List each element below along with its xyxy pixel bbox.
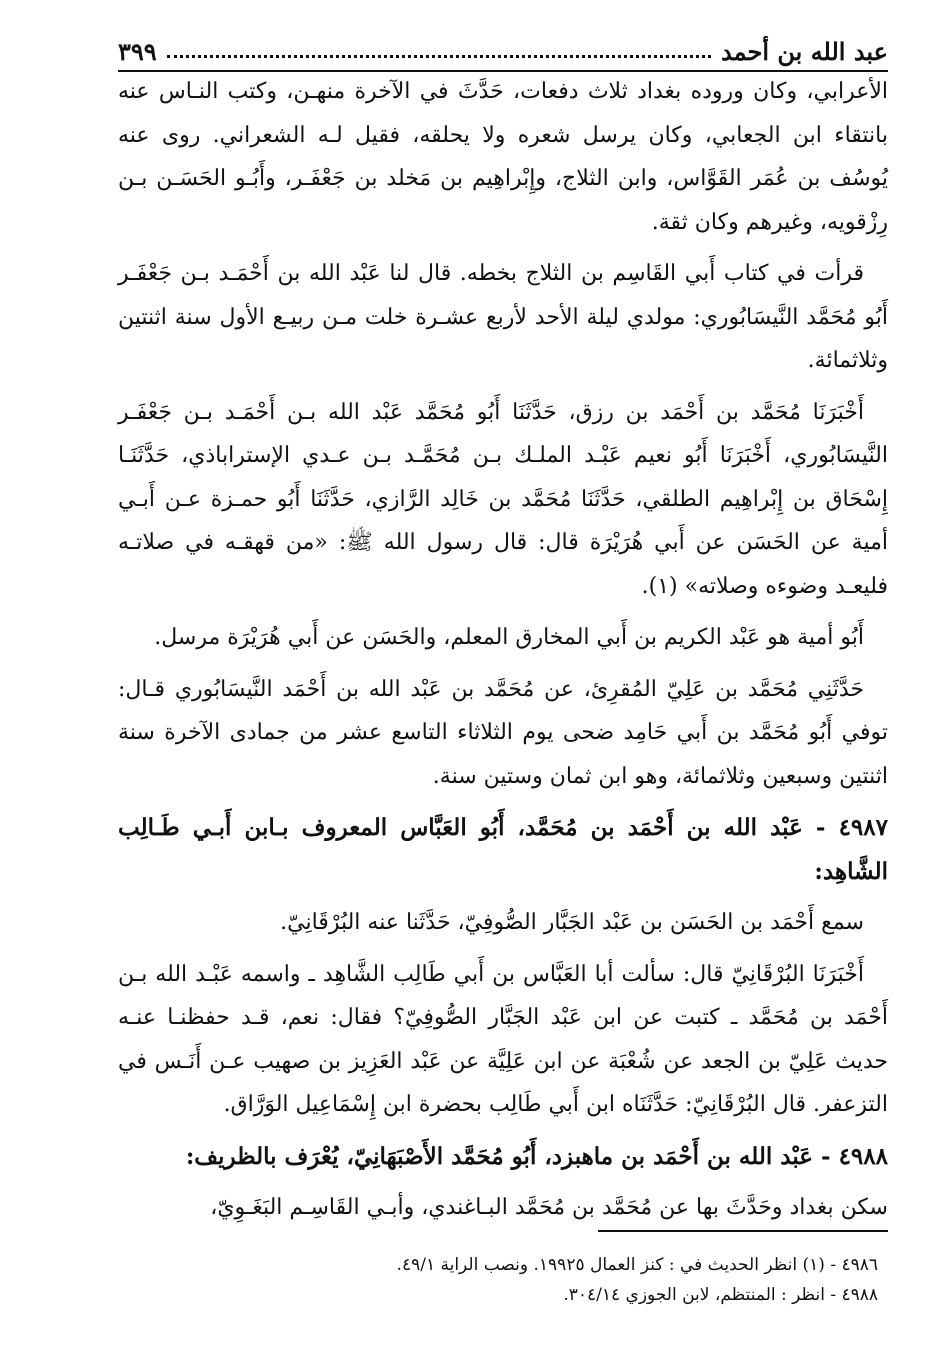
entry-heading: ٤٩٨٨ - عَبْد الله بن أَحْمَد بن ماهبزد، أَبُو مُحَمَّد الأَصْبَهَانِيّ، يُعْرَف بالظريف: [185, 1142, 888, 1170]
footnotes [118, 1250, 878, 1310]
running-header [118, 28, 888, 72]
paragraph: الأعرابي، وكان وروده بغداد ثلاث دفعات، حَدَّثَ في الآخرة منهـن، وكتب النـاس عنه بانتقاء ابن الجعابي، وكان يرسل شعره ولا يحلقه، فقيل لـه الشعراني. روى عنه يُوسُف بن عُمَر القَوَّاس، وابن الثلاج، وإِبْراهِيم بن مَخلد بن جَعْفَـر، وأَبُـو الحَسَـن بـن رِزْقويه، وغيرهم وكان ثقة. [118, 79, 888, 235]
paragraph: سمع أَحْمَد بن الحَسَن بن عَبْد الجَبَّار الصُّوفِيّ، حَدَّثَنا عنه البُرْقَانِيّ. [280, 910, 864, 935]
footnote-separator [598, 1230, 888, 1232]
footnote: ٤٩٨٦ - (١) انظر الحديث في : كنز العمال ١٩٩٢٥. ونصب الراية ٤٩/١. [396, 1255, 878, 1275]
paragraph: قرأت في كتاب أَبي القَاسِم بن الثلاج بخطه. قال لنا عَبْد الله بن أَحْمَـد بـن جَعْفَـر أَبُو مُحَمَّد النَّيسَابُوري: مولدي ليلة الأحد لأربع عشـرة خلت مـن ربيـع الأول سنة اثنتين وثلاثمائة. [118, 261, 888, 373]
paragraph: حَدَّثَنِي مُحَمَّد بن عَلِيّ المُقرِئ، عن مُحَمَّد بن عَبْد الله بن أَحْمَد النَّيسَابُوري قـال: توفي أَبُو مُحَمَّد بن أَبي حَامِد ضحى يوم الثلاثاء التاسع عشر من جمادى الآخرة سنة اثنتين وسبعين وثلاثمائة، وهو ابن ثمان وستين سنة. [118, 676, 888, 789]
entry-heading: ٤٩٨٧ - عَبْد الله بن أَحْمَد بن مُحَمَّد، أَبُو العَبَّاس المعروف بـابن أَبـي طَـالِب الشَّاهِد: [118, 814, 888, 885]
footnote: ٤٩٨٨ - انظر : المنتظم، لابن الجوزي ٣٠٤/١٤. [563, 1285, 878, 1305]
paragraph: سكن بغداد وحَدَّثَ بها عن مُحَمَّد بن مُحَمَّد البـاغندي، وأبـي القَاسِـم البَغَـوِيّ، [210, 1195, 888, 1220]
paragraph: أَبُو أمية هو عَبْد الكريم بن أَبي المخارق المعلم، والحَسَن عن أَبي هُرَيْرَة مرسل. [154, 625, 864, 650]
header-dot-leader [167, 55, 711, 58]
page-number: ٣٩٩ [118, 37, 157, 66]
paragraph: أَخْبَرَنَا مُحَمَّد بن أَحْمَد بن رزق، حَدَّثَنَا أَبُو مُحَمَّد عَبْد الله بـن أَحْمَـد بـن جَعْفَـر النَّيسَابُوري، أَخْبَرَنَا أَبُو نعيم عَبْـد الملـك بـن مُحَمَّـد بـن عـدي الإستراباذي، حَدَّثَنَـا إِسْحَاق بن إِبْراهِيم الطلقي، حَدَّثَنَا مُحَمَّد بن خَالِد الرَّازي، حَدَّثَنَا أَبُو حمـزة عـن أَبـي أمية عن الحَسَن عن أَبي هُرَيْرَة قال: قال رسول الله ﷺ: «من قهقـه في صلاتـه فليعـد وضوءه وصلاته» (١). [118, 399, 888, 599]
main-text [118, 70, 888, 1238]
header-title: عبد الله بن أحمد [721, 37, 888, 66]
paragraph: أَخْبَرَنَا البُرْقَانِيّ قال: سألت أبا العَبَّاس بن أَبي طَالِب الشَّاهِد ـ واسمه عَبْـد الله بـن أَحْمَد بن مُحَمَّد ـ كتبت عن ابن عَبْد الجَبَّار الصُّوفِيّ؟ فقال: نعم، قـد حفظنـا عنـه حديث عَلِيّ بن الجعد عن شُعْبَة عن ابن عَلِيَّة عن عَبْد العَزِيز بن صهيب عـن أَنَـس في التزعفر. قال البُرْقَانِيّ: حَدَّثَنَاه ابن أَبي طَالِب بحضرة ابن إِسْمَاعِيل الوَرَّاق. [118, 961, 888, 1117]
